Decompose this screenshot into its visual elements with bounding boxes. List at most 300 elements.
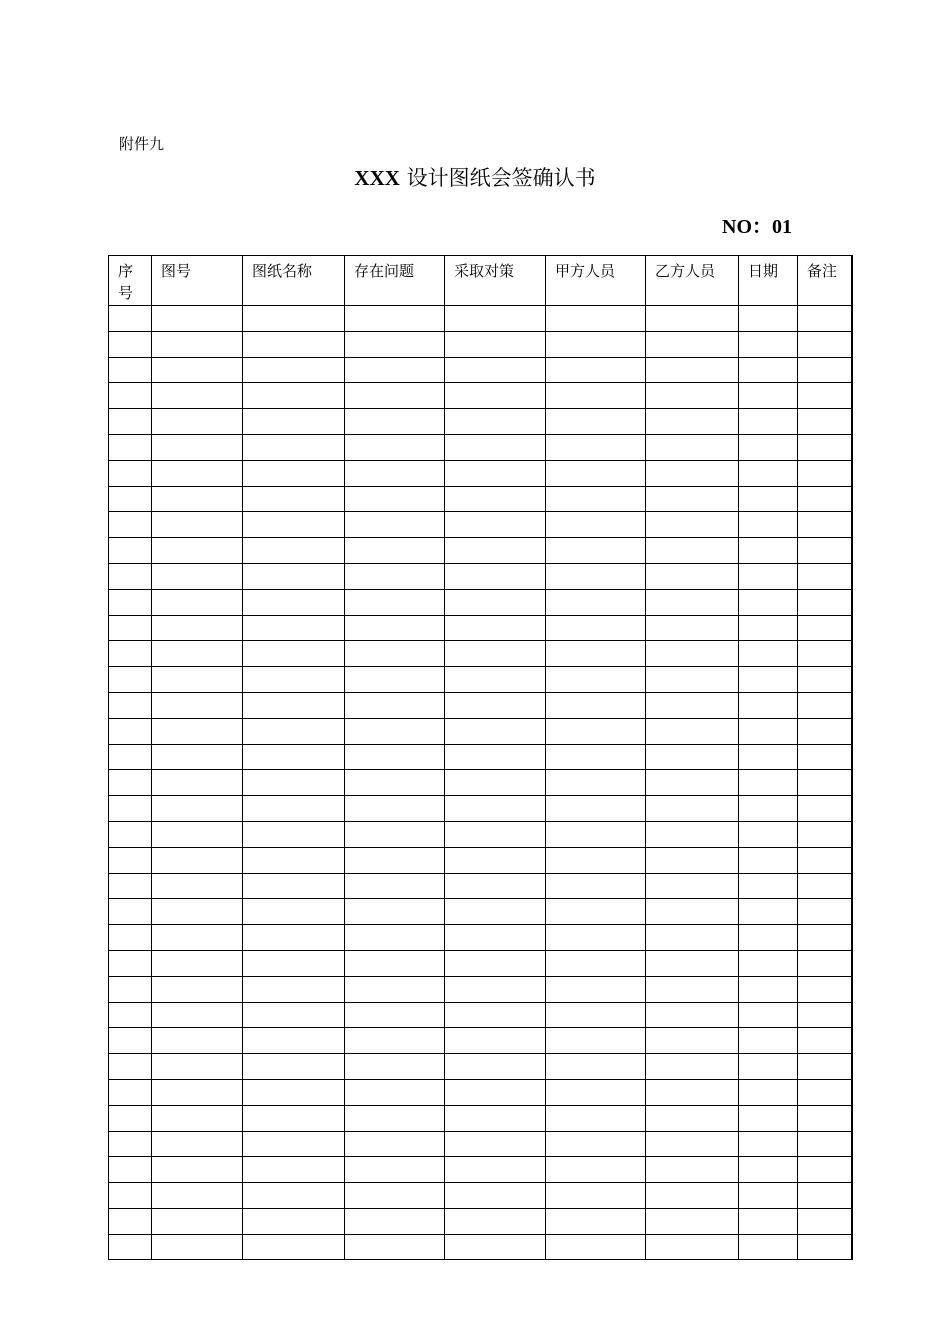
table-cell[interactable]: [445, 950, 546, 976]
table-cell[interactable]: [345, 538, 445, 564]
table-cell[interactable]: [546, 1105, 646, 1131]
table-cell[interactable]: [798, 873, 852, 899]
table-cell[interactable]: [152, 1234, 243, 1260]
table-cell[interactable]: [646, 434, 739, 460]
table-cell[interactable]: [243, 306, 345, 332]
table-cell[interactable]: [152, 1208, 243, 1234]
table-cell[interactable]: [546, 306, 646, 332]
table-cell[interactable]: [546, 357, 646, 383]
table-cell[interactable]: [109, 641, 152, 667]
table-cell[interactable]: [646, 1208, 739, 1234]
table-cell[interactable]: [739, 718, 798, 744]
table-cell[interactable]: [798, 976, 852, 1002]
table-cell[interactable]: [445, 744, 546, 770]
table-cell[interactable]: [109, 667, 152, 693]
table-cell[interactable]: [445, 976, 546, 1002]
table-cell[interactable]: [345, 976, 445, 1002]
table-cell[interactable]: [646, 976, 739, 1002]
table-cell[interactable]: [546, 1131, 646, 1157]
table-cell[interactable]: [152, 692, 243, 718]
table-cell[interactable]: [243, 925, 345, 951]
table-cell[interactable]: [152, 1054, 243, 1080]
table-cell[interactable]: [152, 950, 243, 976]
table-cell[interactable]: [646, 821, 739, 847]
table-cell[interactable]: [152, 486, 243, 512]
table-cell[interactable]: [152, 1105, 243, 1131]
table-cell[interactable]: [345, 1157, 445, 1183]
table-cell[interactable]: [798, 1105, 852, 1131]
table-cell[interactable]: [798, 667, 852, 693]
table-cell[interactable]: [646, 409, 739, 435]
table-cell[interactable]: [546, 899, 646, 925]
table-cell[interactable]: [798, 331, 852, 357]
table-cell[interactable]: [345, 744, 445, 770]
table-cell[interactable]: [798, 950, 852, 976]
table-cell[interactable]: [243, 847, 345, 873]
table-cell[interactable]: [345, 306, 445, 332]
table-cell[interactable]: [345, 796, 445, 822]
table-cell[interactable]: [739, 770, 798, 796]
table-cell[interactable]: [739, 1208, 798, 1234]
table-cell[interactable]: [798, 1131, 852, 1157]
table-cell[interactable]: [243, 1002, 345, 1028]
table-cell[interactable]: [109, 1028, 152, 1054]
table-cell[interactable]: [546, 331, 646, 357]
table-cell[interactable]: [798, 383, 852, 409]
table-cell[interactable]: [445, 1208, 546, 1234]
table-cell[interactable]: [546, 1002, 646, 1028]
table-cell[interactable]: [798, 1079, 852, 1105]
table-cell[interactable]: [546, 409, 646, 435]
table-cell[interactable]: [739, 667, 798, 693]
table-cell[interactable]: [109, 512, 152, 538]
table-cell[interactable]: [798, 460, 852, 486]
table-cell[interactable]: [109, 460, 152, 486]
table-cell[interactable]: [798, 538, 852, 564]
table-cell[interactable]: [798, 821, 852, 847]
table-cell[interactable]: [546, 667, 646, 693]
table-cell[interactable]: [445, 718, 546, 744]
table-cell[interactable]: [739, 486, 798, 512]
table-cell[interactable]: [798, 1208, 852, 1234]
table-cell[interactable]: [546, 641, 646, 667]
table-cell[interactable]: [345, 1002, 445, 1028]
table-cell[interactable]: [646, 357, 739, 383]
table-cell[interactable]: [109, 486, 152, 512]
table-cell[interactable]: [646, 899, 739, 925]
table-cell[interactable]: [345, 1183, 445, 1209]
table-cell[interactable]: [345, 460, 445, 486]
table-cell[interactable]: [646, 563, 739, 589]
table-cell[interactable]: [798, 770, 852, 796]
table-cell[interactable]: [445, 615, 546, 641]
table-cell[interactable]: [798, 641, 852, 667]
table-cell[interactable]: [152, 821, 243, 847]
table-cell[interactable]: [152, 1002, 243, 1028]
table-cell[interactable]: [798, 796, 852, 822]
table-cell[interactable]: [243, 796, 345, 822]
table-cell[interactable]: [243, 899, 345, 925]
table-cell[interactable]: [739, 1183, 798, 1209]
table-cell[interactable]: [798, 692, 852, 718]
table-cell[interactable]: [798, 563, 852, 589]
table-cell[interactable]: [345, 847, 445, 873]
table-cell[interactable]: [152, 512, 243, 538]
table-cell[interactable]: [646, 589, 739, 615]
table-cell[interactable]: [798, 744, 852, 770]
table-cell[interactable]: [109, 770, 152, 796]
table-cell[interactable]: [546, 486, 646, 512]
table-cell[interactable]: [546, 692, 646, 718]
table-cell[interactable]: [152, 1183, 243, 1209]
table-cell[interactable]: [646, 1079, 739, 1105]
table-cell[interactable]: [546, 847, 646, 873]
table-cell[interactable]: [739, 331, 798, 357]
table-cell[interactable]: [243, 873, 345, 899]
table-cell[interactable]: [445, 409, 546, 435]
table-cell[interactable]: [546, 718, 646, 744]
table-cell[interactable]: [445, 641, 546, 667]
table-cell[interactable]: [345, 667, 445, 693]
table-cell[interactable]: [243, 486, 345, 512]
table-cell[interactable]: [646, 950, 739, 976]
table-cell[interactable]: [445, 925, 546, 951]
table-cell[interactable]: [646, 1157, 739, 1183]
table-cell[interactable]: [152, 641, 243, 667]
table-cell[interactable]: [646, 383, 739, 409]
table-cell[interactable]: [243, 718, 345, 744]
table-cell[interactable]: [345, 1079, 445, 1105]
table-cell[interactable]: [243, 950, 345, 976]
table-cell[interactable]: [109, 718, 152, 744]
table-cell[interactable]: [243, 331, 345, 357]
table-cell[interactable]: [345, 434, 445, 460]
table-cell[interactable]: [243, 357, 345, 383]
table-cell[interactable]: [546, 460, 646, 486]
table-cell[interactable]: [345, 1054, 445, 1080]
table-cell[interactable]: [243, 1079, 345, 1105]
table-cell[interactable]: [445, 1131, 546, 1157]
table-cell[interactable]: [345, 1208, 445, 1234]
table-cell[interactable]: [152, 460, 243, 486]
table-cell[interactable]: [798, 486, 852, 512]
table-cell[interactable]: [546, 1079, 646, 1105]
table-cell[interactable]: [546, 434, 646, 460]
table-cell[interactable]: [109, 1131, 152, 1157]
table-cell[interactable]: [798, 1002, 852, 1028]
table-cell[interactable]: [739, 744, 798, 770]
table-cell[interactable]: [445, 1105, 546, 1131]
table-cell[interactable]: [243, 821, 345, 847]
table-cell[interactable]: [646, 512, 739, 538]
table-cell[interactable]: [445, 1183, 546, 1209]
table-cell[interactable]: [445, 357, 546, 383]
table-cell[interactable]: [739, 589, 798, 615]
table-cell[interactable]: [345, 331, 445, 357]
table-cell[interactable]: [243, 744, 345, 770]
table-cell[interactable]: [109, 357, 152, 383]
table-cell[interactable]: [152, 538, 243, 564]
table-cell[interactable]: [546, 1208, 646, 1234]
table-cell[interactable]: [345, 925, 445, 951]
table-cell[interactable]: [109, 409, 152, 435]
table-cell[interactable]: [109, 615, 152, 641]
table-cell[interactable]: [109, 563, 152, 589]
table-cell[interactable]: [152, 589, 243, 615]
table-cell[interactable]: [739, 1157, 798, 1183]
table-cell[interactable]: [739, 1028, 798, 1054]
table-cell[interactable]: [152, 434, 243, 460]
table-cell[interactable]: [445, 899, 546, 925]
table-cell[interactable]: [243, 383, 345, 409]
table-cell[interactable]: [646, 925, 739, 951]
table-cell[interactable]: [445, 306, 546, 332]
table-cell[interactable]: [445, 383, 546, 409]
table-cell[interactable]: [345, 950, 445, 976]
table-cell[interactable]: [152, 1131, 243, 1157]
table-cell[interactable]: [345, 486, 445, 512]
table-cell[interactable]: [646, 1054, 739, 1080]
table-cell[interactable]: [152, 409, 243, 435]
table-cell[interactable]: [798, 847, 852, 873]
table-cell[interactable]: [739, 357, 798, 383]
table-cell[interactable]: [109, 434, 152, 460]
table-cell[interactable]: [345, 692, 445, 718]
table-cell[interactable]: [243, 667, 345, 693]
table-cell[interactable]: [739, 512, 798, 538]
table-cell[interactable]: [546, 383, 646, 409]
table-cell[interactable]: [445, 434, 546, 460]
table-cell[interactable]: [445, 692, 546, 718]
table-cell[interactable]: [646, 1234, 739, 1260]
table-cell[interactable]: [798, 1234, 852, 1260]
table-cell[interactable]: [243, 460, 345, 486]
table-cell[interactable]: [739, 434, 798, 460]
table-cell[interactable]: [546, 796, 646, 822]
table-cell[interactable]: [109, 873, 152, 899]
table-cell[interactable]: [646, 1131, 739, 1157]
table-cell[interactable]: [445, 460, 546, 486]
table-cell[interactable]: [345, 512, 445, 538]
table-cell[interactable]: [152, 306, 243, 332]
table-cell[interactable]: [109, 1234, 152, 1260]
table-cell[interactable]: [445, 796, 546, 822]
table-cell[interactable]: [546, 976, 646, 1002]
table-cell[interactable]: [109, 1105, 152, 1131]
table-cell[interactable]: [243, 1234, 345, 1260]
table-cell[interactable]: [546, 1028, 646, 1054]
table-cell[interactable]: [445, 331, 546, 357]
table-cell[interactable]: [739, 1105, 798, 1131]
table-cell[interactable]: [109, 821, 152, 847]
table-cell[interactable]: [646, 744, 739, 770]
table-cell[interactable]: [109, 925, 152, 951]
table-cell[interactable]: [243, 1131, 345, 1157]
table-cell[interactable]: [243, 770, 345, 796]
table-cell[interactable]: [798, 925, 852, 951]
table-cell[interactable]: [345, 563, 445, 589]
table-cell[interactable]: [109, 589, 152, 615]
table-cell[interactable]: [798, 899, 852, 925]
table-cell[interactable]: [243, 563, 345, 589]
table-cell[interactable]: [646, 331, 739, 357]
table-cell[interactable]: [798, 718, 852, 744]
table-cell[interactable]: [152, 976, 243, 1002]
table-cell[interactable]: [445, 1028, 546, 1054]
table-cell[interactable]: [646, 306, 739, 332]
table-cell[interactable]: [739, 796, 798, 822]
table-cell[interactable]: [345, 1105, 445, 1131]
table-cell[interactable]: [646, 1105, 739, 1131]
table-cell[interactable]: [152, 770, 243, 796]
table-cell[interactable]: [243, 512, 345, 538]
table-cell[interactable]: [345, 821, 445, 847]
table-cell[interactable]: [445, 873, 546, 899]
table-cell[interactable]: [109, 847, 152, 873]
table-cell[interactable]: [109, 692, 152, 718]
table-cell[interactable]: [243, 1028, 345, 1054]
table-cell[interactable]: [109, 1079, 152, 1105]
table-cell[interactable]: [152, 744, 243, 770]
table-cell[interactable]: [546, 589, 646, 615]
table-cell[interactable]: [546, 873, 646, 899]
table-cell[interactable]: [546, 563, 646, 589]
table-cell[interactable]: [109, 1054, 152, 1080]
table-cell[interactable]: [739, 976, 798, 1002]
table-cell[interactable]: [798, 615, 852, 641]
table-cell[interactable]: [345, 589, 445, 615]
table-cell[interactable]: [152, 899, 243, 925]
table-cell[interactable]: [345, 383, 445, 409]
table-cell[interactable]: [546, 1234, 646, 1260]
table-cell[interactable]: [646, 615, 739, 641]
table-cell[interactable]: [345, 1131, 445, 1157]
table-cell[interactable]: [152, 873, 243, 899]
table-cell[interactable]: [739, 899, 798, 925]
table-cell[interactable]: [109, 1002, 152, 1028]
table-cell[interactable]: [739, 1131, 798, 1157]
table-cell[interactable]: [798, 589, 852, 615]
table-cell[interactable]: [345, 1234, 445, 1260]
table-cell[interactable]: [646, 667, 739, 693]
table-cell[interactable]: [646, 692, 739, 718]
table-cell[interactable]: [739, 1002, 798, 1028]
table-cell[interactable]: [739, 615, 798, 641]
table-cell[interactable]: [739, 383, 798, 409]
table-cell[interactable]: [546, 615, 646, 641]
table-cell[interactable]: [798, 1054, 852, 1080]
table-cell[interactable]: [546, 1054, 646, 1080]
table-cell[interactable]: [243, 692, 345, 718]
table-cell[interactable]: [445, 1054, 546, 1080]
table-cell[interactable]: [739, 409, 798, 435]
table-cell[interactable]: [646, 1002, 739, 1028]
table-cell[interactable]: [243, 615, 345, 641]
table-cell[interactable]: [445, 1157, 546, 1183]
table-cell[interactable]: [109, 306, 152, 332]
table-cell[interactable]: [646, 847, 739, 873]
table-cell[interactable]: [243, 976, 345, 1002]
table-cell[interactable]: [445, 486, 546, 512]
table-cell[interactable]: [646, 1028, 739, 1054]
table-cell[interactable]: [445, 589, 546, 615]
table-cell[interactable]: [546, 538, 646, 564]
table-cell[interactable]: [345, 770, 445, 796]
table-cell[interactable]: [109, 331, 152, 357]
table-cell[interactable]: [798, 357, 852, 383]
table-cell[interactable]: [152, 563, 243, 589]
table-cell[interactable]: [798, 1157, 852, 1183]
table-cell[interactable]: [152, 667, 243, 693]
table-cell[interactable]: [646, 1183, 739, 1209]
table-cell[interactable]: [109, 976, 152, 1002]
table-cell[interactable]: [152, 1028, 243, 1054]
table-cell[interactable]: [739, 692, 798, 718]
table-cell[interactable]: [798, 1028, 852, 1054]
table-cell[interactable]: [445, 1079, 546, 1105]
table-cell[interactable]: [152, 718, 243, 744]
table-cell[interactable]: [109, 538, 152, 564]
table-cell[interactable]: [646, 770, 739, 796]
table-cell[interactable]: [646, 796, 739, 822]
table-cell[interactable]: [152, 847, 243, 873]
table-cell[interactable]: [546, 950, 646, 976]
table-cell[interactable]: [445, 821, 546, 847]
table-cell[interactable]: [152, 383, 243, 409]
table-cell[interactable]: [546, 512, 646, 538]
table-cell[interactable]: [345, 1028, 445, 1054]
table-cell[interactable]: [152, 1157, 243, 1183]
table-cell[interactable]: [243, 1183, 345, 1209]
table-cell[interactable]: [243, 1208, 345, 1234]
table-cell[interactable]: [445, 847, 546, 873]
table-cell[interactable]: [345, 873, 445, 899]
table-cell[interactable]: [546, 1157, 646, 1183]
table-cell[interactable]: [109, 796, 152, 822]
table-cell[interactable]: [109, 1183, 152, 1209]
table-cell[interactable]: [646, 486, 739, 512]
table-cell[interactable]: [243, 641, 345, 667]
table-cell[interactable]: [152, 615, 243, 641]
table-cell[interactable]: [646, 873, 739, 899]
table-cell[interactable]: [739, 873, 798, 899]
table-cell[interactable]: [646, 538, 739, 564]
table-cell[interactable]: [546, 744, 646, 770]
table-cell[interactable]: [739, 1079, 798, 1105]
table-cell[interactable]: [445, 667, 546, 693]
table-cell[interactable]: [445, 1234, 546, 1260]
table-cell[interactable]: [739, 847, 798, 873]
table-cell[interactable]: [546, 1183, 646, 1209]
table-cell[interactable]: [798, 434, 852, 460]
table-cell[interactable]: [445, 563, 546, 589]
table-cell[interactable]: [546, 821, 646, 847]
table-cell[interactable]: [739, 538, 798, 564]
table-cell[interactable]: [445, 770, 546, 796]
table-cell[interactable]: [546, 925, 646, 951]
table-cell[interactable]: [345, 409, 445, 435]
table-cell[interactable]: [109, 1208, 152, 1234]
table-cell[interactable]: [646, 718, 739, 744]
table-cell[interactable]: [798, 1183, 852, 1209]
table-cell[interactable]: [798, 409, 852, 435]
table-cell[interactable]: [345, 899, 445, 925]
table-cell[interactable]: [798, 512, 852, 538]
table-cell[interactable]: [243, 1054, 345, 1080]
table-cell[interactable]: [739, 1054, 798, 1080]
table-cell[interactable]: [109, 1157, 152, 1183]
table-cell[interactable]: [109, 899, 152, 925]
